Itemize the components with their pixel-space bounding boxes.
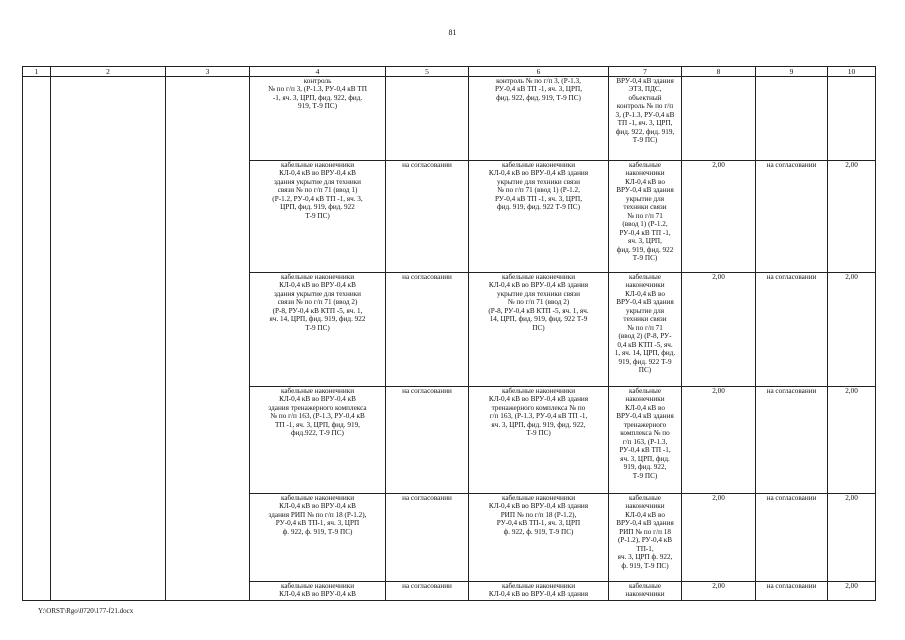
table-cell-c9: на согласовании xyxy=(756,273,828,387)
table-cell-c6: кабельные наконечники КЛ-0,4 кВ во ВРУ-0,4 кВ здания укрытие для техники связи № по г/п 71 (ввод 1) (Р-1.2, РУ-0,4 кВ ТП -1, яч. 3, ЦРП, фид. 919, фид. 922 Т-9 ПС) xyxy=(469,161,609,273)
column-number: 2 xyxy=(51,67,166,77)
table-cell-c9: на согласовании xyxy=(756,161,828,273)
column-number: 1 xyxy=(23,67,51,77)
table-cell-c6: кабельные наконечники КЛ-0,4 кВ во ВРУ-0,4 кВ здания тренажерного комплекса № по г/п 163, (Р-1.3, РУ-0,4 кВ ТП -1, яч. 3, ЦРП, фид. 919, фид. 922, Т-9 ПС) xyxy=(469,387,609,494)
column-number: 5 xyxy=(386,67,469,77)
table-cell-c5: на согласовании xyxy=(386,494,469,582)
page-number: 81 xyxy=(448,28,457,37)
table-cell-c10 xyxy=(828,77,876,161)
table-row xyxy=(23,77,876,161)
table-cell-c8 xyxy=(682,77,756,161)
table-cell-c5: на согласовании xyxy=(386,161,469,273)
table-cell-c7: кабельные наконечники КЛ-0,4 кВ во ВРУ-0,4 кВ здания укрытие для техники связи № по г/п 71 (ввод 1) (Р-1.2, РУ-0,4 кВ ТП -1, яч. 3, ЦРП, фид. 919, фид. 922 Т-9 ПС) xyxy=(609,161,682,273)
table-cell-c4: кабельные наконечники КЛ-0,4 кВ во ВРУ-0,4 кВ здания укрытие для техники связи № по г/п 71 (ввод 2) (Р-8, РУ-0,4 кВ КТП -5, яч. 1, яч. 14, ЦРП, фид. 919, фид. 922 Т-9 ПС) xyxy=(250,273,386,387)
table-cell-c5: на согласовании xyxy=(386,273,469,387)
table-cell-c5: на согласовании xyxy=(386,582,469,601)
table-cell-c4: кабельные наконечники КЛ-0,4 кВ во ВРУ-0,4 кВ xyxy=(250,582,386,601)
table-cell-c10: 2,00 xyxy=(828,161,876,273)
table-cell-c4: кабельные наконечники КЛ-0,4 кВ во ВРУ-0,4 кВ здания тренажерного комплекса № по г/п 163, (Р-1.3, РУ-0,4 кВ ТП -1, яч. 3, ЦРП, фид. 919, фид.922, Т-9 ПС) xyxy=(250,387,386,494)
table-cell-c10: 2,00 xyxy=(828,273,876,387)
table-cell-c8: 2,00 xyxy=(682,494,756,582)
table-cell-c7: кабельные наконечники КЛ-0,4 кВ во ВРУ-0,4 кВ здания РИП № по г/п 18 (Р-1.2), РУ-0,4 кВ ТП-1, яч. 3, ЦРП ф. 922, ф. 919, Т-9 ПС) xyxy=(609,494,682,582)
table-cell-c6: кабельные наконечники КЛ-0,4 кВ во ВРУ-0,4 кВ здания укрытие для техники связи № по г/п 71 (ввод 2) (Р-8, РУ-0,4 кВ КТП -5, яч. 1, яч. 14, ЦРП, фид. 919, фид. 922 Т-9 ПС) xyxy=(469,273,609,387)
footer-file-path: Y:\ORST\Rgo\0720\177-f21.docx xyxy=(38,607,134,615)
table-cell-c9: на согласовании xyxy=(756,387,828,494)
table-cell-c10: 2,00 xyxy=(828,494,876,582)
table-cell-c7: кабельные наконечники xyxy=(609,582,682,601)
table-cell-c7: ВРУ-0,4 кВ здания ЭТЗ, ПДС, объектный контроль № по г/п 3, (Р-1.3, РУ-0,4 кВ ТП -1, яч. 3, ЦРП, фид. 922, фид. 919, Т-9 ПС) xyxy=(609,77,682,161)
table-cell-c4: кабельные наконечники КЛ-0,4 кВ во ВРУ-0,4 кВ здания РИП № по г/п 18 (Р-1.2), РУ-0,4 кВ ТП-1, яч. 3, ЦРП ф. 922, ф. 919, Т-9 ПС) xyxy=(250,494,386,582)
table-cell-c6: кабельные наконечники КЛ-0,4 кВ во ВРУ-0,4 кВ здания РИП № по г/п 18 (Р-1.2), РУ-0,4 кВ ТП-1, яч. 3, ЦРП ф. 922, ф. 919, Т-9 ПС) xyxy=(469,494,609,582)
column-number-row xyxy=(23,67,876,77)
table-cell-c10: 2,00 xyxy=(828,387,876,494)
table-cell-c9 xyxy=(756,77,828,161)
column-number: 8 xyxy=(682,67,756,77)
table-cell-c5: на согласовании xyxy=(386,387,469,494)
column-number: 7 xyxy=(609,67,682,77)
merged-cell-col2 xyxy=(51,77,166,601)
table-cell-c4: контроль № по г/п 3, (Р-1.3, РУ-0,4 кВ ТП -1, яч. 3, ЦРП, фид. 922, фид. 919, Т-9 ПС) xyxy=(250,77,386,161)
table-cell-c9: на согласовании xyxy=(756,582,828,601)
table-cell-c5 xyxy=(386,77,469,161)
table-cell-c6: кабельные наконечники КЛ-0,4 кВ во ВРУ-0,4 кВ здания xyxy=(469,582,609,601)
column-number: 4 xyxy=(250,67,386,77)
table-cell-c9: на согласовании xyxy=(756,494,828,582)
table-cell-c10: 2,00 xyxy=(828,582,876,601)
column-number: 10 xyxy=(828,67,876,77)
column-number: 9 xyxy=(756,67,828,77)
column-number: 3 xyxy=(166,67,250,77)
column-number: 6 xyxy=(469,67,609,77)
table-cell-c7: кабельные наконечники КЛ-0,4 кВ во ВРУ-0,4 кВ здания укрытие для техники связи № по г/п 71 (ввод 2) (Р-8, РУ- 0,4 кВ КТП -5, яч. 1, яч. 14, ЦРП, фид. 919, фид. 922 Т-9 ПС) xyxy=(609,273,682,387)
table-cell-c8: 2,00 xyxy=(682,161,756,273)
merged-cell-col1 xyxy=(23,77,51,601)
data-table xyxy=(22,66,876,601)
table-cell-c8: 2,00 xyxy=(682,387,756,494)
merged-cell-col3 xyxy=(166,77,250,601)
table-cell-c8: 2,00 xyxy=(682,273,756,387)
table-cell-c6: контроль № по г/п 3, (Р-1.3, РУ-0,4 кВ ТП -1, яч. 3, ЦРП, фид. 922, фид. 919, Т-9 ПС) xyxy=(469,77,609,161)
table-cell-c4: кабельные наконечники КЛ-0,4 кВ во ВРУ-0,4 кВ здания укрытие для техники связи № по г/п 71 (ввод 1) (Р-1.2, РУ-0,4 кВ ТП -1, яч. 3, ЦРП, фид. 919, фид. 922 Т-9 ПС) xyxy=(250,161,386,273)
table-cell-c7: кабельные наконечники КЛ-0,4 кВ во ВРУ-0,4 кВ здания тренажерного комплекса № по г/п 163, (Р-1.3, РУ-0,4 кВ ТП -1, яч. 3, ЦРП, фид. 919, фид. 922, Т-9 ПС) xyxy=(609,387,682,494)
table-cell-c8: 2,00 xyxy=(682,582,756,601)
